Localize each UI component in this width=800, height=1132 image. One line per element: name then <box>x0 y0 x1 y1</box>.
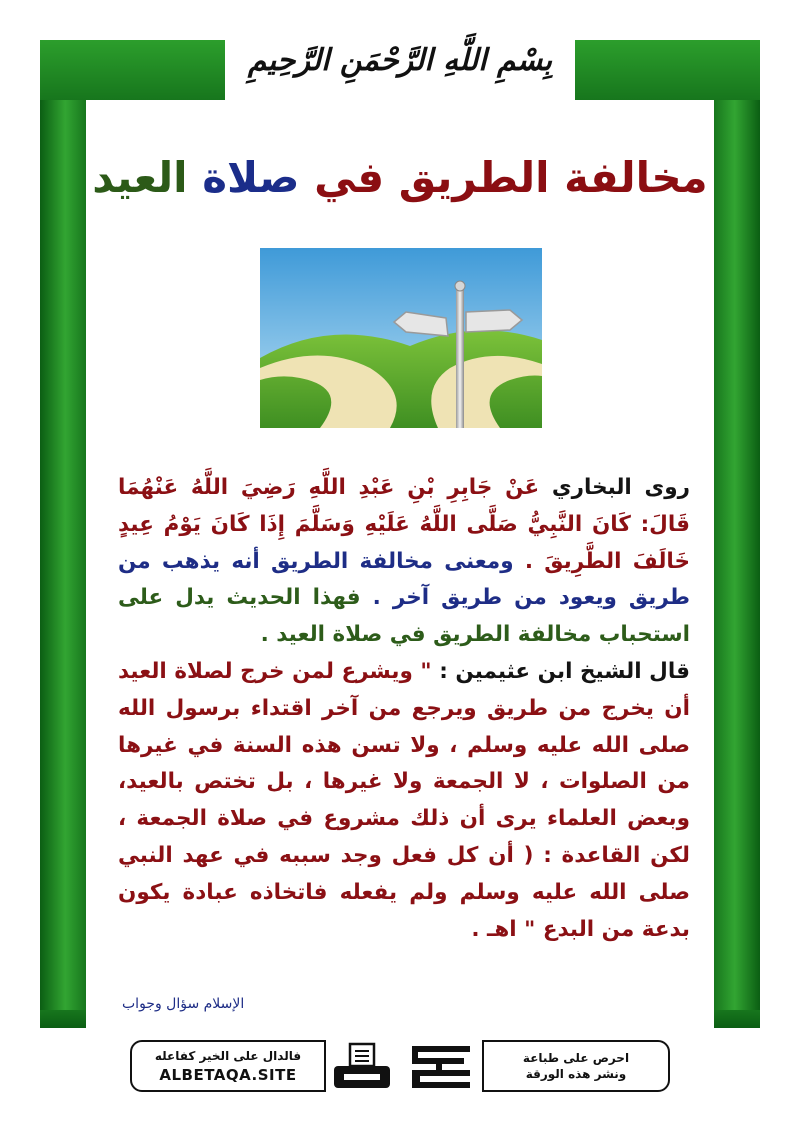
footer-proverb: فالدال على الخير كفاعله <box>154 1049 302 1063</box>
basmala-calligraphy <box>225 8 575 113</box>
title-part-2: في <box>314 153 385 202</box>
meaning-sentence: ومعنى مخالفة الطريق أنه يذهب من طريق ويعود من طريق آخر . <box>118 548 690 611</box>
page-title <box>86 148 714 208</box>
footer-site-link[interactable]: ALBETAQA.SITE <box>159 1066 297 1084</box>
source-credit: الإسلام سؤال وجواب <box>122 996 245 1012</box>
footer-print-line-2: ونشر هذه الورقة <box>525 1067 627 1081</box>
footer-banner <box>130 1040 670 1096</box>
title-part-4: العيد <box>92 153 188 202</box>
quote-text: " ويشرع لمن خرج لصلاة العيد أن يخرج من طريق ويرجع من آخر اقتداء برسول الله صلى الله عليه وسلم ، ولا تسن هذه السنة في غيرها من الصلوات ، لا الجمعة ولا غيرها ، بل تختص بالعيد، وبعض العلماء يرى أن ذلك مشروع في صلاة الجمعة ، لكن القاعدة : ( أن كل فعل وجد سببه في عهد النبي صلى الله عليه وسلم ولم يفعله فاتخاذه عبادة يكون بدعة من البدع " اهـ . <box>118 658 690 942</box>
hadith-matn: كَانَ النَّبِيُّ صَلَّى اللَّهُ عَلَيْهِ وَسَلَّمَ إِذَا كَانَ يَوْمُ عِيدٍ خَالَفَ الطَّرِيقَ . <box>118 511 690 574</box>
footer-site-box <box>130 1040 326 1092</box>
narrator-label: روى البخاري <box>551 475 690 500</box>
title-part-1: مخالفة الطريق <box>398 153 708 202</box>
ruling-sentence: فهذا الحديث يدل على استحباب مخالفة الطريق في صلاة العيد . <box>118 585 690 648</box>
printer-icon <box>330 1042 394 1092</box>
dawa-kufic-logo-icon <box>406 1040 476 1094</box>
title-part-3: صلاة <box>202 153 300 202</box>
basmala-text: بِسْمِ اللَّهِ الرَّحْمَنِ الرَّحِيمِ <box>247 43 553 78</box>
footer-print-box <box>482 1040 670 1092</box>
frame-right-bar <box>714 40 760 1025</box>
hadith-isnad: عَنْ جَابِرِ بْنِ عَبْدِ اللَّهِ رَضِيَ اللَّهُ عَنْهُمَا قَالَ: <box>118 475 690 537</box>
article-body <box>118 470 690 948</box>
signpost-crossroads-icon <box>260 248 542 428</box>
footer-print-line-1: احرص على طباعة <box>522 1051 630 1065</box>
frame-left-bar <box>40 40 86 1025</box>
quote-attribution: قال الشيخ ابن عثيمين : <box>439 658 690 684</box>
